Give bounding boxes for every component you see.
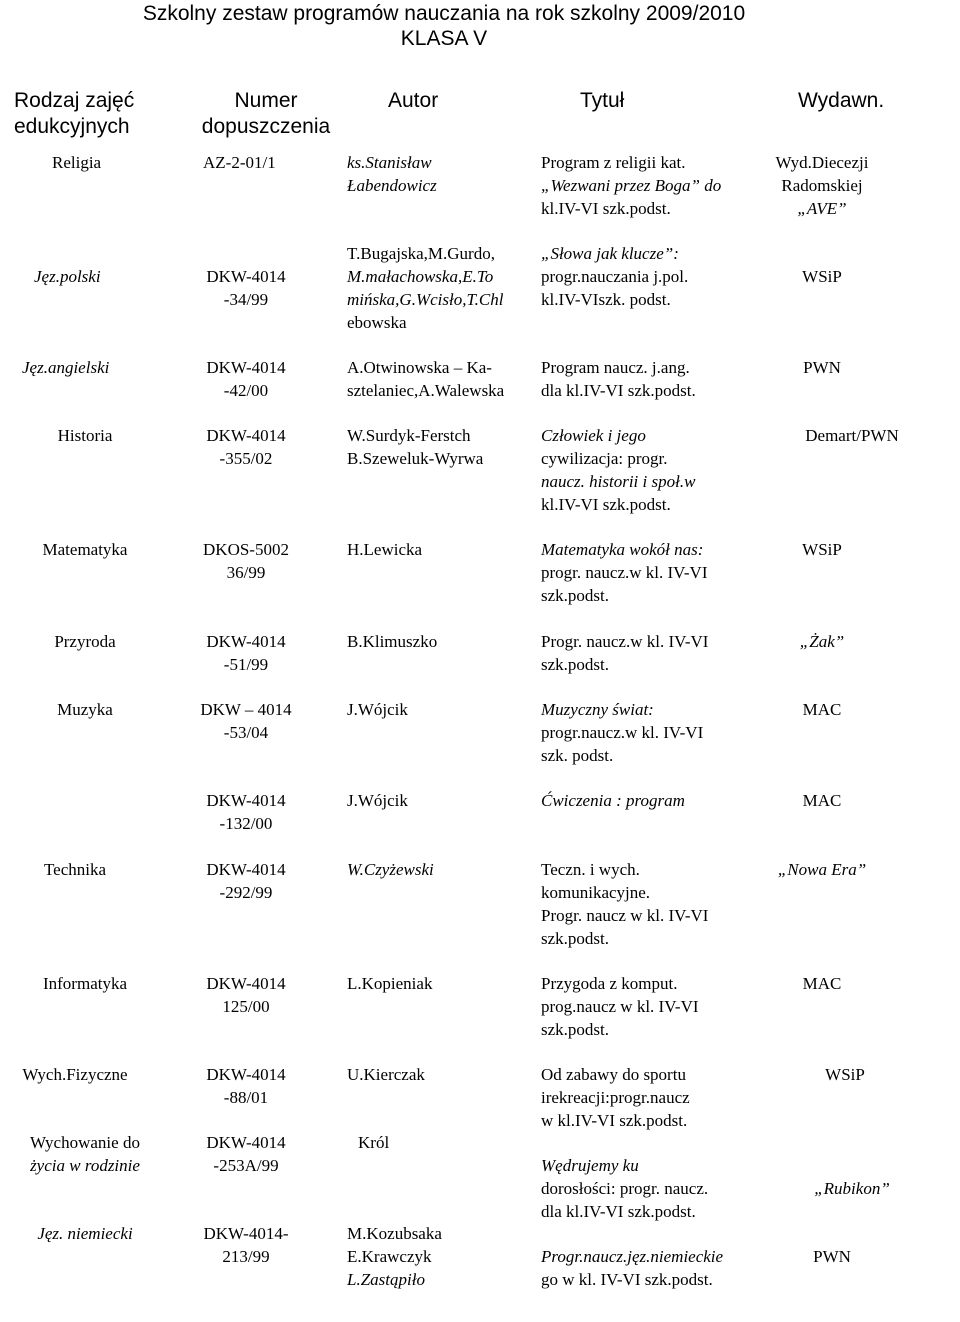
table-cell-title xyxy=(541,242,688,311)
cell-line: go w kl. IV-VI szk.podst. xyxy=(541,1270,713,1289)
table-cell-subject xyxy=(20,538,150,561)
table-cell-title xyxy=(541,151,721,220)
cell-line: Demart/PWN xyxy=(805,426,899,445)
class-label: KLASA V xyxy=(400,27,488,50)
cell-line: E.Krawczyk xyxy=(347,1247,432,1266)
table-cell-number xyxy=(186,356,306,402)
cell-line: kl.IV-VI szk.podst. xyxy=(541,199,671,218)
table-cell-author xyxy=(347,630,437,653)
table-cell-title xyxy=(541,424,695,516)
cell-line: AZ-2-01/1 xyxy=(203,153,276,172)
header-number-line: Numer xyxy=(234,89,298,112)
document-title: Szkolny zestaw programów nauczania na rok szkolny 2009/2010 xyxy=(142,2,746,25)
cell-line: W.Surdyk-Ferstch xyxy=(347,426,471,445)
cell-line: -53/04 xyxy=(223,723,269,742)
table-cell-number xyxy=(186,630,306,676)
cell-line: J.Wójcik xyxy=(347,791,408,810)
cell-line: Przygoda z komput. xyxy=(541,974,678,993)
cell-line: Teczn. i wych. xyxy=(541,860,640,879)
cell-line: progr.nauczania j.pol. xyxy=(541,267,689,286)
table-cell-number xyxy=(186,972,306,1018)
cell-line: „Wezwani przez Boga” do xyxy=(541,176,722,195)
table-cell-subject xyxy=(10,1222,160,1245)
cell-line: B.Klimuszko xyxy=(347,632,438,651)
table-cell-title xyxy=(541,630,708,676)
cell-line: M.Kozubsaka xyxy=(347,1224,442,1243)
header-subject xyxy=(14,88,134,140)
cell-line: Od zabawy do sportu xyxy=(541,1065,686,1084)
cell-line: Religia xyxy=(52,153,102,172)
header-number xyxy=(196,88,336,140)
table-cell-author xyxy=(347,424,483,470)
cell-line: 213/99 xyxy=(222,1247,270,1266)
cell-line: J.Wójcik xyxy=(347,700,408,719)
cell-line: ks.Stanisław xyxy=(347,153,432,172)
cell-line: komunikacyjne. xyxy=(541,883,651,902)
cell-line: szk.podst. xyxy=(541,929,609,948)
cell-line: Ćwiczenia : program xyxy=(541,791,685,810)
cell-line: szk.podst. xyxy=(541,1020,609,1039)
cell-line: -34/99 xyxy=(223,290,269,309)
table-cell-subject xyxy=(10,858,140,881)
cell-line: cywilizacja: progr. xyxy=(541,449,668,468)
cell-line: szk.podst. xyxy=(541,655,609,674)
cell-line: -88/01 xyxy=(223,1088,269,1107)
cell-line: dorosłości: progr. naucz. xyxy=(541,1179,709,1198)
cell-line: naucz. historii i społ.w xyxy=(541,472,696,491)
table-cell-publisher xyxy=(775,1063,915,1086)
cell-line: U.Kierczak xyxy=(347,1065,425,1084)
cell-line: Wyd.Diecezji xyxy=(775,153,869,172)
cell-line: DKW-4014 xyxy=(206,358,286,377)
cell-line: DKW-4014 xyxy=(206,426,286,445)
table-cell-title xyxy=(541,356,696,402)
cell-line: Matematyka wokół nas: xyxy=(541,540,704,559)
cell-line: Jęz.polski xyxy=(34,267,101,286)
table-cell-publisher xyxy=(782,1177,922,1200)
table-cell-publisher xyxy=(752,858,892,881)
cell-line: szk.podst. xyxy=(541,586,609,605)
table-cell-publisher xyxy=(752,630,892,653)
cell-line: PWN xyxy=(803,358,841,377)
cell-line: Informatyka xyxy=(42,974,128,993)
cell-line: Wędrujemy ku xyxy=(541,1156,639,1175)
cell-line: Łabendowicz xyxy=(347,176,437,195)
cell-line: „Rubikon” xyxy=(814,1179,890,1198)
table-cell-publisher xyxy=(752,972,892,995)
cell-line: 125/00 xyxy=(222,997,270,1016)
table-cell-title xyxy=(541,1154,708,1223)
cell-line: Progr. naucz.w kl. IV-VI xyxy=(541,632,709,651)
cell-line: Jęz. niemiecki xyxy=(37,1224,133,1243)
table-cell-author xyxy=(347,1063,425,1086)
table-cell-number xyxy=(186,1063,306,1109)
cell-line: progr. naucz.w kl. IV-VI xyxy=(541,563,708,582)
cell-line: Program z religii kat. xyxy=(541,153,686,172)
cell-line: Człowiek i jego xyxy=(541,426,646,445)
cell-line: DKW-4014 xyxy=(206,974,286,993)
cell-line: Matematyka xyxy=(42,540,128,559)
table-cell-publisher xyxy=(752,698,892,721)
cell-line: progr.naucz.w kl. IV-VI xyxy=(541,723,704,742)
cell-line: DKW-4014- xyxy=(203,1224,289,1243)
table-cell-number xyxy=(186,265,306,311)
cell-line: Wychowanie do xyxy=(30,1133,140,1152)
cell-line: Muzyka xyxy=(57,700,113,719)
cell-line: PWN xyxy=(813,1247,851,1266)
table-cell-publisher xyxy=(752,789,892,812)
table-cell-number xyxy=(186,424,306,470)
cell-line: DKW – 4014 xyxy=(200,700,292,719)
cell-line: DKOS-5002 xyxy=(203,540,289,559)
header-author: Autor xyxy=(388,89,439,112)
cell-line: -253A/99 xyxy=(213,1156,279,1175)
cell-line: H.Lewicka xyxy=(347,540,423,559)
table-cell-author xyxy=(347,242,503,334)
cell-line: DKW-4014 xyxy=(206,267,286,286)
cell-line: MAC xyxy=(802,791,842,810)
table-cell-publisher xyxy=(762,1245,902,1268)
cell-line: -292/99 xyxy=(219,883,273,902)
cell-line: Program naucz. j.ang. xyxy=(541,358,690,377)
table-cell-author xyxy=(358,1131,389,1154)
header-publisher: Wydawn. xyxy=(798,89,885,112)
cell-line: B.Szeweluk-Wyrwa xyxy=(347,449,484,468)
table-cell-publisher xyxy=(752,151,892,220)
cell-line: „Nowa Era” xyxy=(777,860,867,879)
cell-line: -42/00 xyxy=(223,381,269,400)
cell-line: DKW-4014 xyxy=(206,1065,286,1084)
cell-line: Wych.Fizyczne xyxy=(22,1065,128,1084)
table-cell-title xyxy=(541,972,699,1041)
table-cell-title xyxy=(541,1063,690,1132)
table-cell-subject xyxy=(34,265,101,288)
cell-line: WSiP xyxy=(825,1065,865,1084)
table-cell-author xyxy=(347,698,408,721)
cell-line: T.Bugajska,M.Gurdo, xyxy=(347,244,495,263)
table-cell-publisher xyxy=(752,265,892,288)
cell-line: A.Otwinowska – Ka- xyxy=(347,358,492,377)
cell-line: L.Kopieniak xyxy=(347,974,433,993)
cell-line: L.Zastąpiło xyxy=(347,1270,425,1289)
cell-line: dla kl.IV-VI szk.podst. xyxy=(541,1202,696,1221)
cell-line: WSiP xyxy=(802,540,842,559)
cell-line: dla kl.IV-VI szk.podst. xyxy=(541,381,696,400)
table-cell-title xyxy=(541,1245,723,1291)
table-cell-title xyxy=(541,789,685,812)
table-cell-title xyxy=(541,538,708,607)
table-cell-publisher xyxy=(752,424,952,447)
cell-line: Progr. naucz w kl. IV-VI xyxy=(541,906,709,925)
cell-line: ebowska xyxy=(347,313,407,332)
table-cell-subject xyxy=(20,972,150,995)
cell-line: Muzyczny świat: xyxy=(541,700,654,719)
table-cell-author xyxy=(347,972,432,995)
cell-line: DKW-4014 xyxy=(206,632,286,651)
cell-line: MAC xyxy=(802,974,842,993)
cell-line: Progr.naucz.jęz.niemieckie xyxy=(541,1247,724,1266)
cell-line: Król xyxy=(358,1133,390,1152)
cell-line: MAC xyxy=(802,700,842,719)
table-cell-subject xyxy=(22,356,109,379)
cell-line: Jęz.angielski xyxy=(22,358,110,377)
cell-line: „Żak” xyxy=(799,632,845,651)
table-cell-number xyxy=(186,789,306,835)
table-cell-number xyxy=(186,538,306,584)
cell-line: Technika xyxy=(43,860,107,879)
table-cell-number xyxy=(186,858,306,904)
cell-line: W.Czyżewski xyxy=(347,860,434,879)
header-number-line: dopuszczenia xyxy=(201,115,331,138)
table-cell-author xyxy=(347,151,437,197)
table-cell-number xyxy=(203,151,276,174)
table-cell-title xyxy=(541,858,708,950)
table-cell-author xyxy=(347,1222,442,1291)
table-cell-author xyxy=(347,356,504,402)
table-cell-number xyxy=(186,698,306,744)
header-title: Tytuł xyxy=(580,89,625,112)
table-cell-author xyxy=(347,538,422,561)
header-subject-line: edukcyjnych xyxy=(14,115,130,138)
cell-line: „AVE” xyxy=(797,199,847,218)
table-cell-publisher xyxy=(752,538,892,561)
table-cell-author xyxy=(347,789,408,812)
table-cell-author xyxy=(347,858,434,881)
cell-line: M.małachowska,E.To xyxy=(347,267,494,286)
cell-line: irekreacji:progr.naucz xyxy=(541,1088,690,1107)
table-cell-subject xyxy=(10,1131,160,1177)
cell-line: Historia xyxy=(57,426,113,445)
cell-line: DKW-4014 xyxy=(206,791,286,810)
table-cell-subject xyxy=(20,630,150,653)
table-cell-subject xyxy=(20,424,150,447)
cell-line: DKW-4014 xyxy=(206,1133,286,1152)
cell-line: prog.naucz w kl. IV-VI xyxy=(541,997,699,1016)
cell-line: -132/00 xyxy=(219,814,273,833)
cell-line: w kl.IV-VI szk.podst. xyxy=(541,1111,688,1130)
cell-line: Radomskiej xyxy=(781,176,863,195)
table-cell-subject xyxy=(10,1063,140,1086)
table-cell-publisher xyxy=(752,356,892,379)
cell-line: 36/99 xyxy=(226,563,266,582)
cell-line: DKW-4014 xyxy=(206,860,286,879)
table-cell-number xyxy=(186,1131,306,1177)
table-cell-subject xyxy=(20,698,150,721)
cell-line: Przyroda xyxy=(54,632,116,651)
cell-line: „Słowa jak klucze”: xyxy=(541,244,679,263)
table-cell-subject xyxy=(52,151,101,174)
cell-line: życia w rodzinie xyxy=(30,1156,140,1175)
cell-line: WSiP xyxy=(802,267,842,286)
table-cell-title xyxy=(541,698,703,767)
cell-line: -355/02 xyxy=(219,449,273,468)
cell-line: kl.IV-VI szk.podst. xyxy=(541,495,671,514)
cell-line: sztelaniec,A.Walewska xyxy=(347,381,505,400)
cell-line: szk. podst. xyxy=(541,746,614,765)
header-subject-line: Rodzaj zajęć xyxy=(14,89,135,112)
cell-line: -51/99 xyxy=(223,655,269,674)
cell-line: mińska,G.Wcisło,T.Chl xyxy=(347,290,504,309)
cell-line: kl.IV-VIszk. podst. xyxy=(541,290,671,309)
table-cell-number xyxy=(186,1222,306,1268)
